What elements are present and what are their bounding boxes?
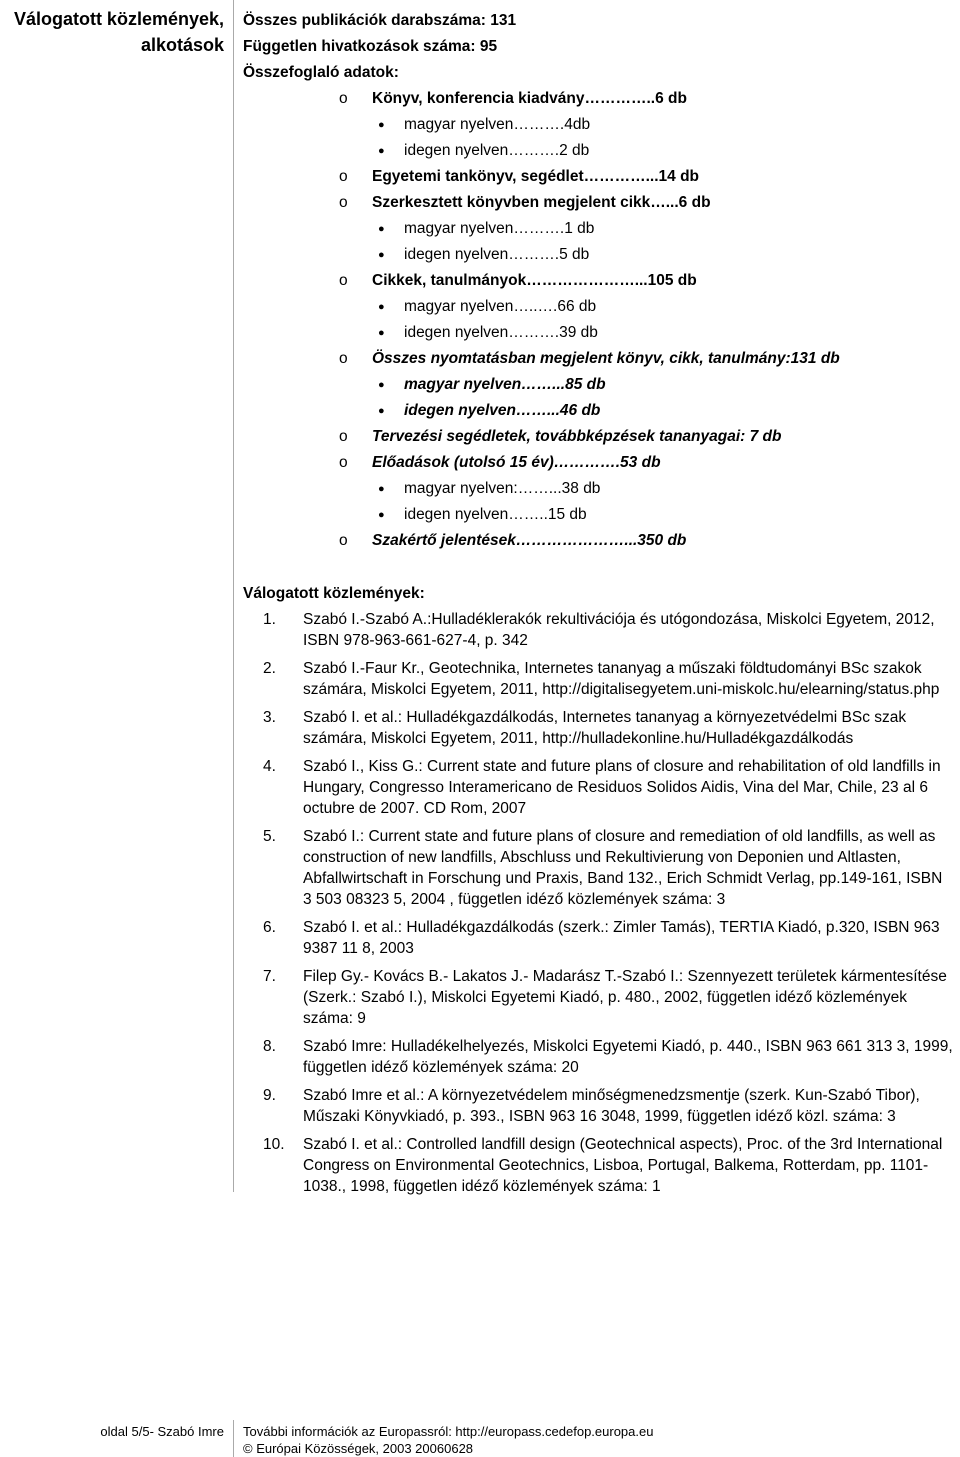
footer-more-info: További információk az Europassról: http://europass.cedefop.europa.eu	[243, 1424, 654, 1439]
total-publications: Összes publikációk darabszáma: 131	[243, 12, 517, 29]
summary-item-text: idegen nyelven……..15 db	[404, 506, 587, 523]
column-divider	[233, 0, 234, 1192]
dot-bullet-icon: ●	[378, 145, 385, 157]
summary-item-text: Tervezési segédletek, továbbképzések tananyagai: 7 db	[372, 428, 782, 445]
summary-item-text: magyar nyelven……...85 db	[404, 376, 606, 393]
footer-info	[243, 1423, 653, 1457]
summary-item-text: idegen nyelven……….39 db	[404, 324, 598, 341]
circle-bullet-icon: o	[339, 272, 348, 289]
publication-number: 1.	[263, 611, 276, 628]
summary-item	[243, 450, 955, 476]
footer-page-label: oldal 5/5- Szabó Imre	[100, 1424, 224, 1439]
dot-bullet-icon: ●	[378, 327, 385, 339]
summary-item-text: magyar nyelven……….1 db	[404, 220, 595, 237]
summary-item-text: Összes nyomtatásban megjelent könyv, cikk, tanulmány:131 db	[372, 350, 840, 367]
publication-text: Szabó I., Kiss G.: Current state and future plans of closure and rehabilitation of old landfills in Hungary, Congresso Interamericano de Residuos Solidos Aidis, Vina del Mar, Chile, 23 al 6 octubre de 2007. CD Rom, 2007	[303, 758, 941, 817]
dot-bullet-icon: ●	[378, 301, 385, 313]
summary-item	[243, 190, 955, 216]
summary-subitem	[243, 138, 955, 164]
dot-bullet-icon: ●	[378, 379, 385, 391]
publication-number: 7.	[263, 968, 276, 985]
publication-item	[243, 658, 955, 700]
summary-list	[243, 86, 955, 554]
dot-bullet-icon: ●	[378, 223, 385, 235]
publication-text: Szabó I. et al.: Hulladékgazdálkodás, Internetes tananyag a környezetvédelmi BSc szak számára, Miskolci Egyetem, 2011, http://hulladekonline.hu/Hulladékgazdálkodás	[303, 709, 907, 747]
summary-item	[243, 86, 955, 112]
circle-bullet-icon: o	[339, 532, 348, 549]
summary-subitem	[243, 372, 955, 398]
publication-text: Szabó I.-Faur Kr., Geotechnika, Internetes tananyag a műszaki földtudományi BSc szakok számára, Miskolci Egyetem, 2011, http://digitalisegyetem.uni-miskolc.hu/elearning/status.php	[303, 660, 940, 698]
summary-item	[243, 424, 955, 450]
publication-number: 3.	[263, 709, 276, 726]
circle-bullet-icon: o	[339, 168, 348, 185]
summary-label: Összefoglaló adatok:	[243, 64, 399, 81]
publication-item	[243, 1036, 955, 1078]
publication-item	[243, 917, 955, 959]
publication-text: Szabó I.: Current state and future plans of closure and remediation of old landfills, as well as construction of new landfills, Abschluss und Rekultivierung von Deponien und Altlasten, Abfallwirtschaft in Forschung und Praxis, Band 132., Erich Schmidt Verlag, pp.149-161, ISBN 3 503 08323 5, 2004 , független idéző közlemények száma: 3	[303, 828, 943, 908]
summary-item-text: magyar nyelven:……...38 db	[404, 480, 601, 497]
summary-item-text: idegen nyelven……….2 db	[404, 142, 590, 159]
summary-item-text: Egyetemi tankönyv, segédlet…………...14 db	[372, 168, 700, 185]
circle-bullet-icon: o	[339, 454, 348, 471]
circle-bullet-icon: o	[339, 350, 348, 367]
dot-bullet-icon: ●	[378, 119, 385, 131]
summary-item-text: Szerkesztett könyvben megjelent cikk…...6 db	[372, 194, 711, 211]
publication-number: 2.	[263, 660, 276, 677]
summary-item-text: idegen nyelven……….5 db	[404, 246, 590, 263]
publication-number: 8.	[263, 1038, 276, 1055]
summary-item-text: magyar nyelven……….4db	[404, 116, 591, 133]
publication-item	[243, 966, 955, 1029]
publication-number: 4.	[263, 758, 276, 775]
summary-item-text: idegen nyelven……...46 db	[404, 402, 601, 419]
publication-text: Szabó I. et al.: Controlled landfill design (Geotechnical aspects), Proc. of the 3rd International Congress on Environmental Geotechnics, Lisboa, Portugal, Balkema, Rotterdam, pp. 1101-1038., 1998, független idéző közlemények száma: 1	[303, 1136, 943, 1195]
left-heading-line1: Válogatott közlemények,	[13, 9, 224, 29]
summary-item-text: Szakértő jelentések…………………...350 db	[372, 532, 687, 549]
summary-subitem	[243, 320, 955, 346]
main-content	[243, 8, 955, 1204]
selected-publications-title: Válogatott közlemények:	[243, 585, 425, 602]
dot-bullet-icon: ●	[378, 509, 385, 521]
publication-text: Szabó I. et al.: Hulladékgazdálkodás (szerk.: Zimler Tamás), TERTIA Kiadó, p.320, ISBN 963 9387 11 8, 2003	[303, 919, 940, 957]
summary-subitem	[243, 502, 955, 528]
publication-item	[243, 707, 955, 749]
summary-subitem	[243, 476, 955, 502]
publication-number: 10.	[263, 1136, 285, 1153]
publication-text: Szabó Imre: Hulladékelhelyezés, Miskolci Egyetemi Kiadó, p. 440., ISBN 963 661 313 3, 1999, független idéző közlemények száma: 20	[303, 1038, 953, 1076]
publication-text: Filep Gy.- Kovács B.- Lakatos J.- Madarász T.-Szabó I.: Szennyezett területek kármentesítése (Szerk.: Szabó I.), Miskolci Egyetemi Kiadó, p. 480., 2002, független idéző közlemények száma: 9	[303, 968, 947, 1027]
independent-citations: Független hivatkozások száma: 95	[243, 38, 498, 55]
footer-copyright: © Európai Közösségek, 2003 20060628	[243, 1441, 474, 1456]
publication-item	[243, 756, 955, 819]
summary-subitem	[243, 112, 955, 138]
dot-bullet-icon: ●	[378, 249, 385, 261]
summary-subitem	[243, 242, 955, 268]
dot-bullet-icon: ●	[378, 483, 385, 495]
publication-item	[243, 826, 955, 910]
circle-bullet-icon: o	[339, 90, 348, 107]
publication-item	[243, 1134, 955, 1197]
summary-item-text: Cikkek, tanulmányok…………………...105 db	[372, 272, 697, 289]
circle-bullet-icon: o	[339, 194, 348, 211]
publication-item	[243, 1085, 955, 1127]
summary-item-text: magyar nyelven…..….66 db	[404, 298, 597, 315]
summary-subitem	[243, 216, 955, 242]
left-heading	[0, 6, 224, 58]
publication-text: Szabó Imre et al.: A környezetvédelem minőségmenedzsmentje (szerk. Kun-Szabó Tibor), Műszaki Könyvkiadó, p. 393., ISBN 963 16 3048, 1999, független idéző közl. száma: 3	[303, 1087, 920, 1125]
publication-text: Szabó I.-Szabó A.:Hulladéklerakók rekultivációja és utógondozása, Miskolci Egyetem, 2012, ISBN 978-963-661-627-4, p. 342	[303, 611, 935, 649]
dot-bullet-icon: ●	[378, 405, 385, 417]
summary-item	[243, 346, 955, 372]
publication-list	[243, 609, 955, 1197]
publication-number: 6.	[263, 919, 276, 936]
summary-item	[243, 528, 955, 554]
publication-number: 5.	[263, 828, 276, 845]
summary-subitem	[243, 294, 955, 320]
left-heading-line2: alkotások	[140, 35, 224, 55]
summary-item-text: Előadások (utolsó 15 év)………….53 db	[372, 454, 661, 471]
summary-subitem	[243, 398, 955, 424]
footer-divider	[233, 1420, 234, 1457]
publication-item	[243, 609, 955, 651]
summary-item	[243, 268, 955, 294]
summary-item-text: Könyv, konferencia kiadvány…………..6 db	[372, 90, 687, 107]
publication-number: 9.	[263, 1087, 276, 1104]
summary-item	[243, 164, 955, 190]
circle-bullet-icon: o	[339, 428, 348, 445]
